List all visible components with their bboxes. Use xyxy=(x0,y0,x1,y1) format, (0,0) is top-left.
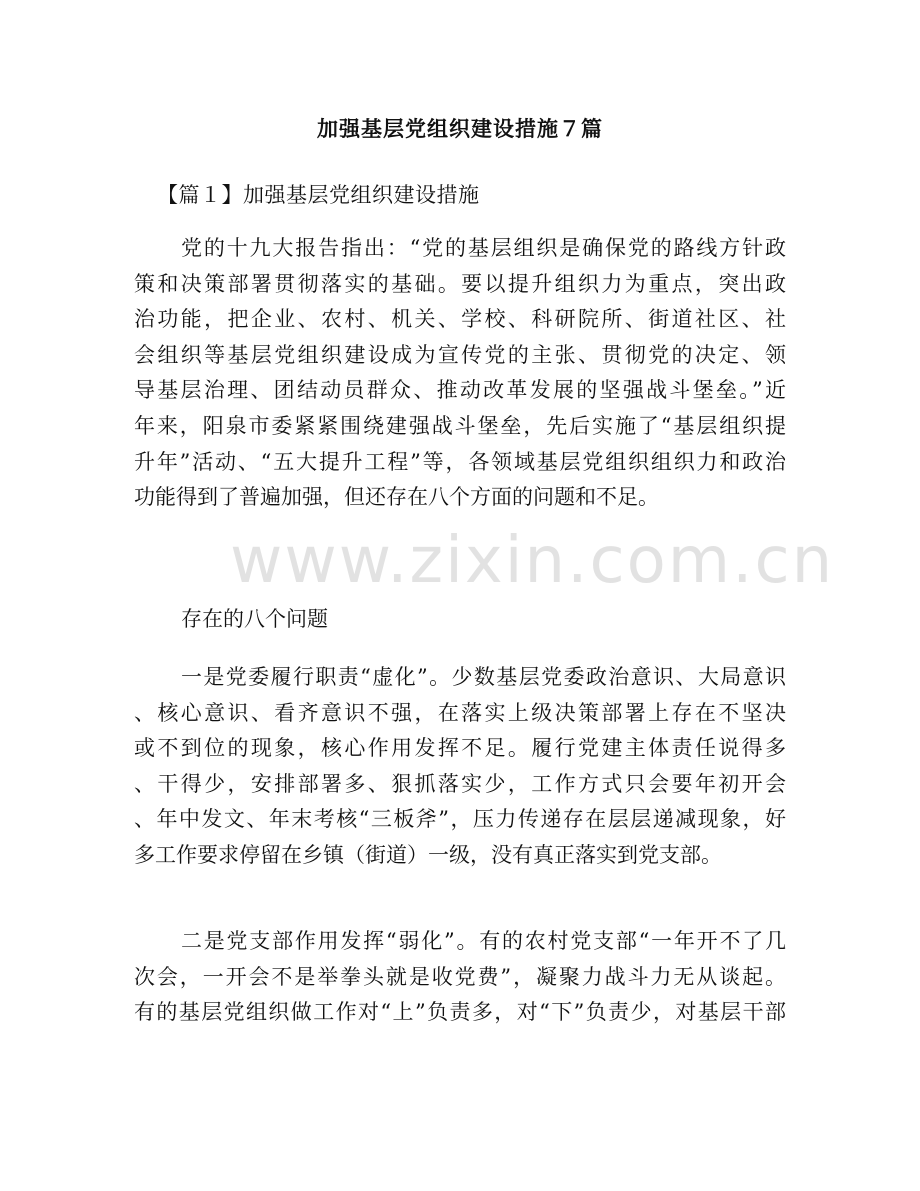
paragraph-line: 一是党委履行职责“虚化”。少数基层党委政治意识、大局意识 xyxy=(181,665,786,689)
paragraph-line: 党的十九大报告指出：“党的基层组织是确保党的路线方针政 xyxy=(181,236,786,260)
paragraph-line: 策和决策部署贯彻落实的基础。要以提升组织力为重点，突出政 xyxy=(134,271,786,296)
svg-text:www.zixin.com.cn: www.zixin.com.cn xyxy=(230,524,835,598)
paragraph-line: 治功能，把企业、农村、机关、学校、科研院所、街道社区、社 xyxy=(134,307,786,332)
paragraph-line: 升年”活动、“五大提升工程”等，各领域基层党组织组织力和政治 xyxy=(134,449,786,474)
paragraph-line: 会组织等基层党组织建设成为宣传党的主张、贯彻党的决定、领 xyxy=(134,342,786,367)
watermark-logo xyxy=(230,520,835,600)
paragraph-line: 、干得少，安排部署多、狠抓落实少，工作方式只会要年初开会 xyxy=(134,771,786,796)
paragraph-2 xyxy=(134,660,786,874)
paragraph-3 xyxy=(134,924,786,1031)
paragraph-line: 导基层治理、团结动员群众、推动改革发展的坚强战斗堡垒。”近 xyxy=(134,378,786,403)
subheading: 存在的八个问题 xyxy=(181,607,328,631)
paragraph-line: 功能得到了普遍加强，但还存在八个方面的问题和不足。 xyxy=(134,485,659,510)
paragraph-line: 次会，一开会不是举拳头就是收党费”，凝聚力战斗力无从谈起。 xyxy=(134,964,786,989)
watermark xyxy=(230,520,835,617)
paragraph-line: 或不到位的现象，核心作用发挥不足。履行党建主体责任说得多 xyxy=(134,736,786,761)
document-title: 加强基层党组织建设措施７篇 xyxy=(317,117,603,141)
paragraph-line: 多工作要求停留在乡镇（街道）一级，没有真正落实到党支部。 xyxy=(134,842,722,867)
paragraph-line: 二是党支部作用发挥“弱化”。有的农村党支部“一年开不了几 xyxy=(181,929,786,953)
section-heading: 【篇１】加强基层党组织建设措施 xyxy=(157,183,480,207)
paragraph-line: 年来，阳泉市委紧紧围绕建强战斗堡垒，先后实施了“基层组织提 xyxy=(134,413,786,438)
paragraph-line: 、核心意识、看齐意识不强，在落实上级决策部署上存在不坚决 xyxy=(134,700,786,725)
paragraph-1 xyxy=(134,231,786,516)
paragraph-line: 有的基层党组织做工作对“上”负责多，对“下”负责少，对基层干部 xyxy=(134,1000,786,1025)
paragraph-line: 、年中发文、年末考核“三板斧”，压力传递存在层层递减现象，好 xyxy=(134,807,786,832)
